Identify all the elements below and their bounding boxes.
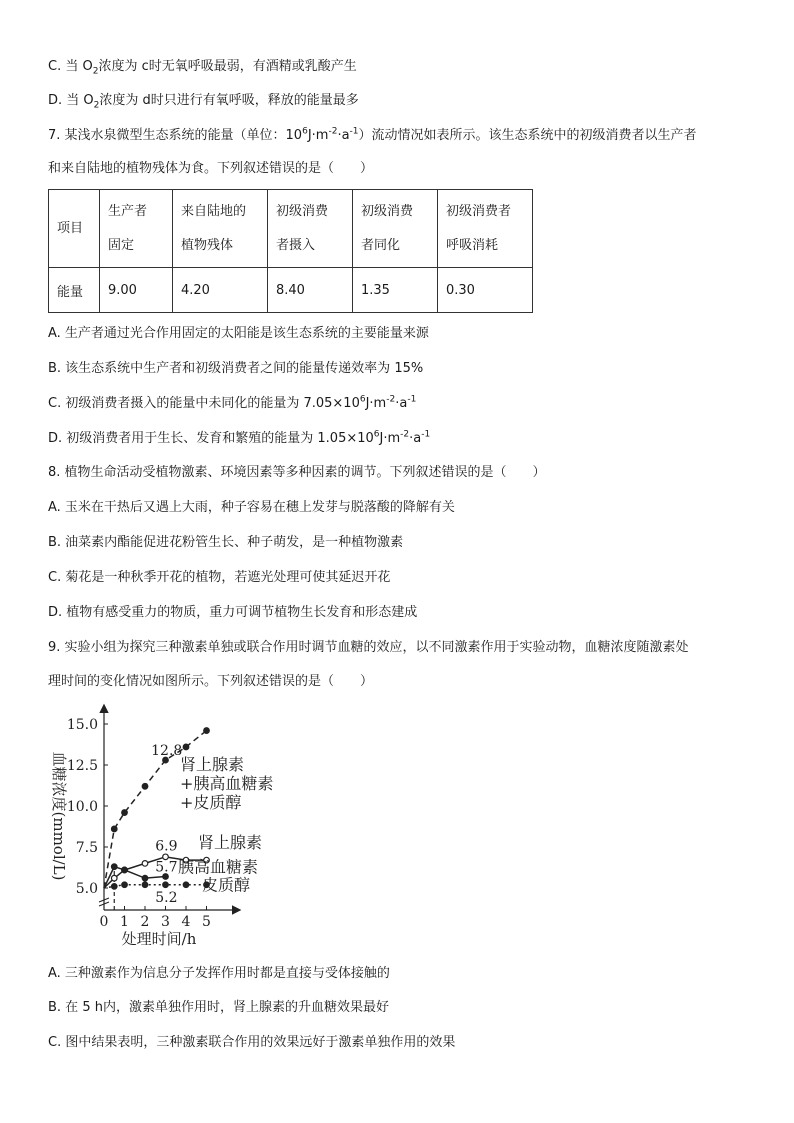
y-tick-label: 12.5 (66, 758, 98, 774)
q6-option-d: D. 当 $O_2$浓度为 d时只进行有氧呼吸，释放的能量最多 (48, 93, 359, 111)
x-axis-label: 处理时间/h (121, 930, 197, 948)
data-point (111, 875, 117, 881)
data-point (111, 884, 117, 890)
header-cell-intake: 初级消费 者摄入 (268, 190, 353, 268)
q9-stem-line-1: 9. 实验小组为探究三种激素单独或联合作用时调节血糖的效应，以不同激素作用于实验动物，血糖浓度随激素处 (48, 640, 689, 655)
annotation-5-7: 5.7 (155, 859, 178, 876)
series-label: +胰高血糖素 (180, 773, 274, 793)
q7-option-c: C. 初级消费者摄入的能量中未同化的能量为 $7.05\times 10^6J\cdot m^{-2}\cdot a^{-1}$ (48, 394, 417, 411)
x-tick-label: 0 (99, 914, 109, 930)
q8-option-c: C. 菊花是一种秋季开花的植物，若遮光处理可使其延迟开花 (48, 570, 391, 585)
q7-option-a: A. 生产者通过光合作用固定的太阳能是该生态系统的主要能量来源 (48, 326, 429, 341)
q8-stem: 8. 植物生命活动受植物激素、环境因素等多种因素的调节。下列叙述错误的是（ ） (48, 465, 546, 480)
q8-option-a: A. 玉米在干热后又遇上大雨，种子容易在穗上发芽与脱落酸的降解有关 (48, 500, 455, 515)
data-point (142, 882, 148, 888)
q9-option-a: A. 三种激素作为信息分子发挥作用时都是直接与受体接触的 (48, 966, 390, 981)
value-cell: 9.00 (100, 268, 173, 313)
q6-option-c: C. 当 $O_2$浓度为 c时无氧呼吸最弱，有酒精或乳酸产生 (48, 59, 357, 77)
annotation-5-2: 5.2 (155, 890, 178, 906)
series-label: 肾上腺素 (180, 754, 245, 774)
energy-table (48, 189, 533, 313)
value-cell: 1.35 (353, 268, 438, 313)
x-tick-label: 4 (181, 914, 191, 930)
header-cell-assimilation: 初级消费 者同化 (353, 190, 438, 268)
data-point (204, 728, 210, 734)
data-point (183, 882, 189, 888)
y-tick-label: 10.0 (66, 799, 98, 815)
series-label: 皮质醇 (202, 875, 251, 895)
series-line-3 (104, 885, 207, 888)
annotation-6-9: 6.9 (155, 838, 178, 855)
data-point (122, 867, 128, 873)
series-label: 肾上腺素 (198, 833, 263, 853)
data-point (142, 861, 148, 867)
q9-option-b: B. 在 5 h内，激素单独作用时，肾上腺素的升血糖效果最好 (48, 1000, 389, 1015)
data-point (142, 784, 148, 790)
data-point (163, 882, 169, 888)
y-axis-label: 血糖浓度(mmol/L) (50, 751, 68, 881)
y-tick-label: 5.0 (75, 881, 98, 897)
q8-option-b: B. 油菜素内酯能促进花粉管生长、种子萌发，是一种植物激素 (48, 535, 404, 550)
q9-option-c: C. 图中结果表明，三种激素联合作用的效果远好于激素单独作用的效果 (48, 1035, 456, 1050)
data-point (183, 744, 189, 750)
y-tick-label: 7.5 (75, 840, 98, 856)
series-label: +皮质醇 (180, 792, 242, 812)
x-tick-label: 1 (120, 914, 129, 930)
blood-glucose-chart (40, 700, 300, 955)
value-cell: 4.20 (173, 268, 268, 313)
x-tick-label: 2 (140, 914, 150, 930)
y-tick-label: 15.0 (66, 717, 98, 733)
q7-option-d: D. 初级消费者用于生长、发育和繁殖的能量为 $1.05\times 10^6J\cdot m^{-2}\cdot a^{-1}$ (48, 429, 431, 446)
data-point (111, 864, 117, 870)
value-cell: 8.40 (268, 268, 353, 313)
data-point (142, 875, 148, 881)
value-cell: 0.30 (438, 268, 533, 313)
header-cell-producer: 生产者 固定 (100, 190, 173, 268)
energy-table-header-row (49, 190, 533, 268)
annotation-12-8: 12.8 (151, 743, 183, 760)
data-point (122, 810, 128, 816)
q8-option-d: D. 植物有感受重力的物质，重力可调节植物生长发育和形态建成 (48, 605, 418, 620)
q7-stem-line-1: 7. 某浅水泉微型生态系统的能量（单位：$10^6J\cdot m^{-2}\cdot a^{-1}$）流动情况如表所示。该生态系统中的初级消费者以生产者 (48, 126, 697, 143)
row-label-energy: 能量 (49, 268, 100, 313)
q7-stem-line-2: 和来自陆地的植物残体为食。下列叙述错误的是（ ） (48, 161, 374, 176)
data-point (122, 882, 128, 888)
header-cell-respiration: 初级消费者 呼吸消耗 (438, 190, 533, 268)
energy-table-value-row (49, 268, 533, 313)
x-tick-label: 5 (202, 914, 211, 930)
series-label: 胰高血糖素 (178, 857, 259, 877)
data-point (111, 826, 117, 832)
header-cell-plant-residue: 来自陆地的 植物残体 (173, 190, 268, 268)
header-cell-item: 项目 (49, 190, 100, 268)
q7-option-b: B. 该生态系统中生产者和初级消费者之间的能量传递效率为 15% (48, 361, 424, 376)
q9-stem-line-2: 理时间的变化情况如图所示。下列叙述错误的是（ ） (48, 674, 374, 689)
x-tick-label: 3 (161, 914, 170, 930)
